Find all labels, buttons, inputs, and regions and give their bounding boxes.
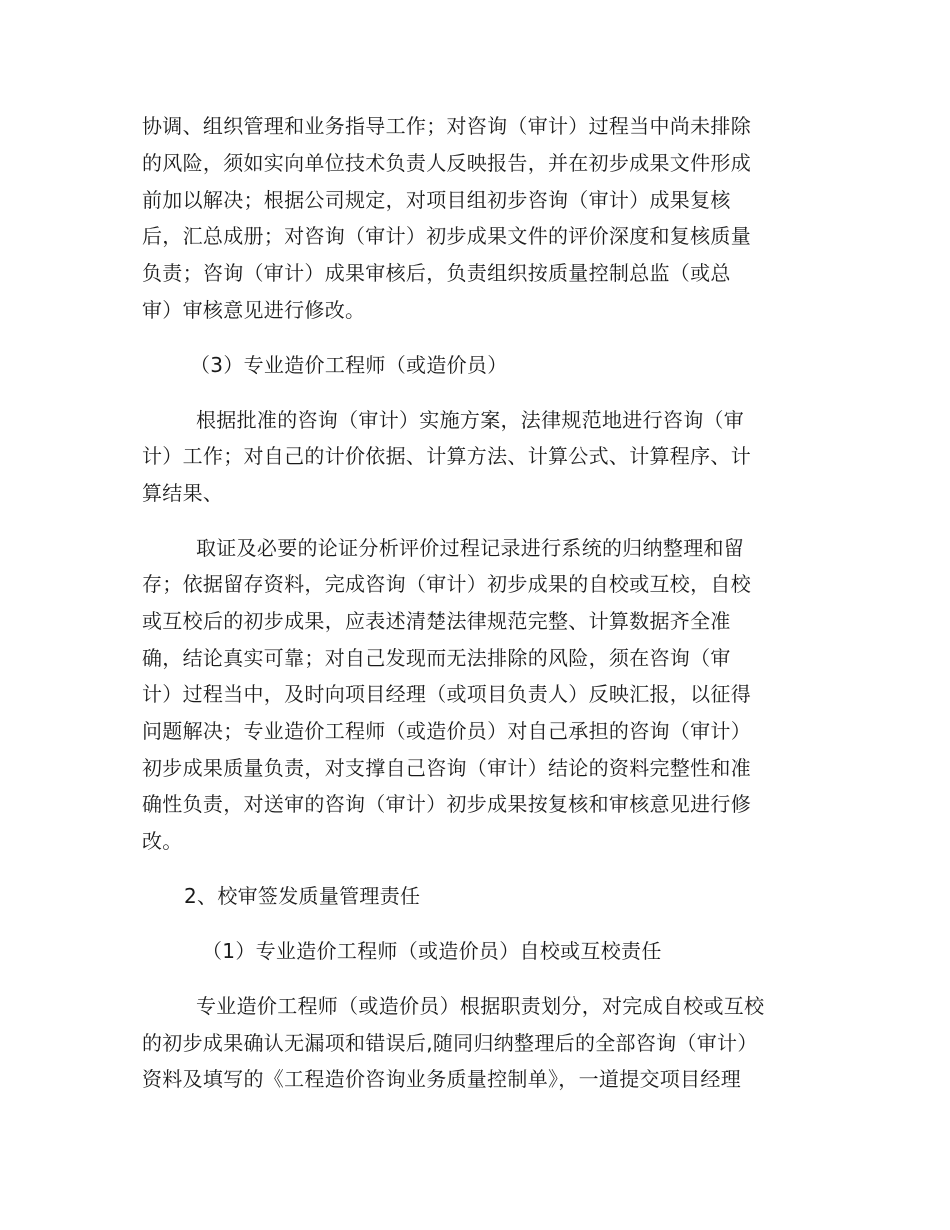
paragraph-3-line: 计）过程当中，及时向项目经理（或项目负责人）反映汇报，以征得 xyxy=(142,682,751,706)
paragraph-2-line: 根据批准的咨询（审计）实施方案，法律规范地进行咨询（审 xyxy=(196,408,745,432)
paragraph-1-line: 审）审核意见进行修改。 xyxy=(142,298,366,322)
paragraph-1-line: 的风险，须如实向单位技术负责人反映报告，并在初步成果文件形成 xyxy=(142,151,751,175)
section-heading-3: （3）专业造价工程师（或造价员） xyxy=(190,353,508,377)
paragraph-1-line: 后，汇总成册；对咨询（审计）初步成果文件的评价深度和复核质量 xyxy=(142,224,751,248)
paragraph-3-line: 或互校后的初步成果，应表述清楚法律规范完整、计算数据齐全准 xyxy=(142,609,731,633)
paragraph-3-line: 确性负责，对送审的咨询（审计）初步成果按复核和审核意见进行修 xyxy=(142,792,751,816)
paragraph-2-line: 算结果、 xyxy=(142,481,224,505)
paragraph-3-line: 问题解决；专业造价工程师（或造价员）对自己承担的咨询（审计） xyxy=(142,719,751,743)
paragraph-4-line: 专业造价工程师（或造价员）根据职责划分，对完成自校或互校 xyxy=(196,994,765,1018)
paragraph-3-line: 取证及必要的论证分析评价过程记录进行系统的归纳整理和留 xyxy=(196,536,745,560)
paragraph-4-line: 的初步成果确认无漏项和错误后,随同归纳整理后的全部咨询（审计） xyxy=(142,1031,758,1055)
paragraph-3-line: 改。 xyxy=(142,829,183,853)
paragraph-4-line: 资料及填写的《工程造价咨询业务质量控制单》，一道提交项目经理 xyxy=(142,1067,741,1091)
section-heading-1: （1）专业造价工程师（或造价员）自校或互校责任 xyxy=(202,939,662,963)
paragraph-1-line: 前加以解决；根据公司规定，对项目组初步咨询（审计）成果复核 xyxy=(142,188,731,212)
paragraph-3-line: 存；依据留存资料，完成咨询（审计）初步成果的自校或互校，自校 xyxy=(142,572,751,596)
paragraph-2-line: 计）工作；对自己的计价依据、计算方法、计算公式、计算程序、计 xyxy=(142,444,751,468)
paragraph-1-line: 协调、组织管理和业务指导工作；对咨询（审计）过程当中尚未排除 xyxy=(142,114,751,138)
paragraph-3-line: 确，结论真实可靠；对自己发现而无法排除的风险，须在咨询（审 xyxy=(142,646,731,670)
paragraph-1-line: 负责；咨询（审计）成果审核后，负责组织按质量控制总监（或总 xyxy=(142,261,731,285)
paragraph-3-line: 初步成果质量负责，对支撑自己咨询（审计）结论的资料完整性和准 xyxy=(142,756,751,780)
section-heading-2: 2、校审签发质量管理责任 xyxy=(184,884,421,908)
